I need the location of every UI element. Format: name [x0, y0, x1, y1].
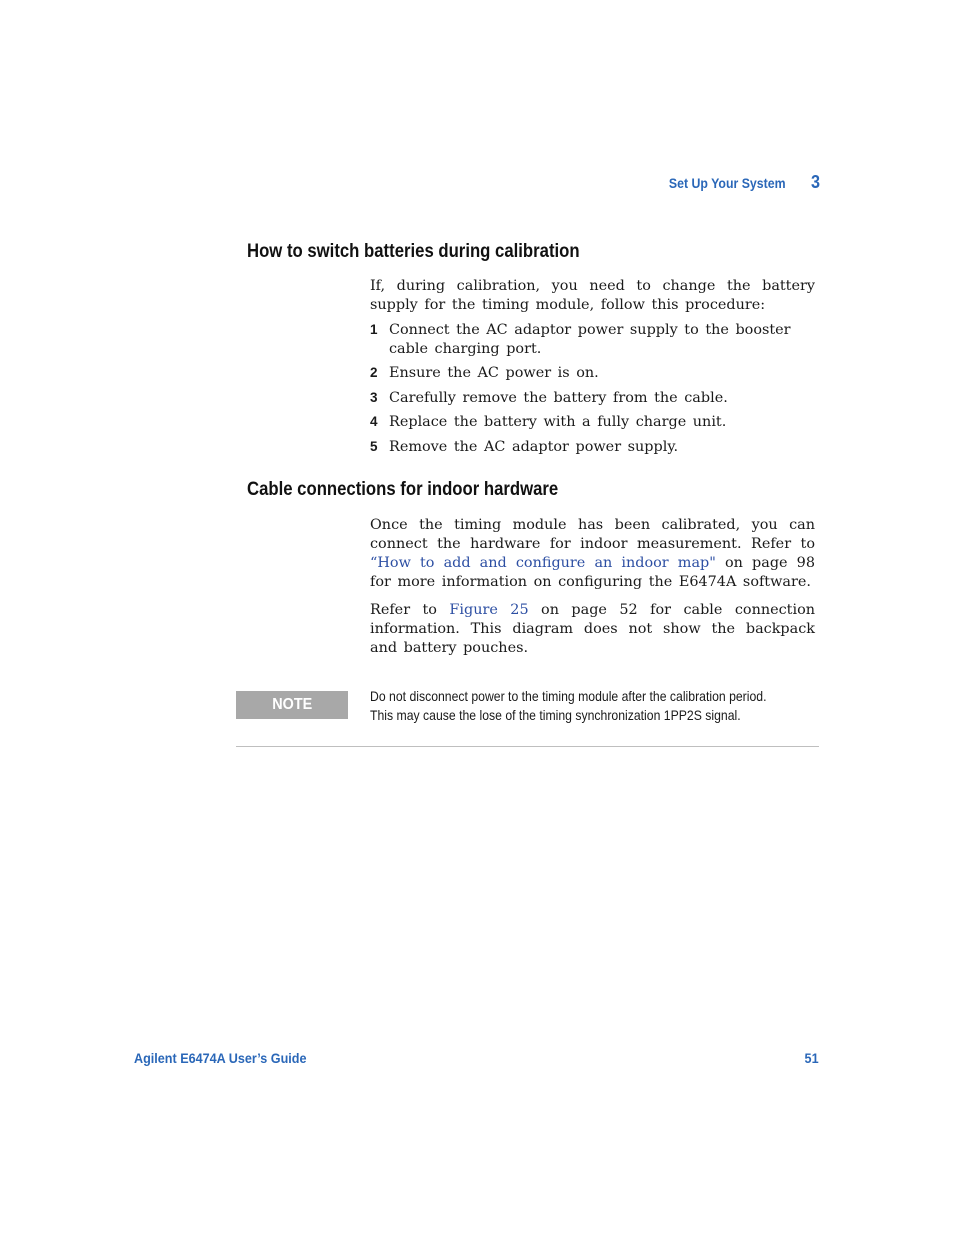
- heading-cable-connections: Cable connections for indoor hardware: [247, 479, 559, 500]
- step-text: Connect the AC adaptor power supply to the booster cable charging port.: [389, 322, 791, 357]
- cable-p1-before: Once the timing module has been calibrated, you can connect the hardware for indoor measurement. Refer to: [370, 517, 815, 552]
- step-number: 3: [370, 389, 378, 405]
- step-number: 1: [370, 322, 378, 337]
- footer-page-number: 51: [804, 1050, 819, 1066]
- list-item: [370, 364, 815, 383]
- list-item: [370, 438, 815, 457]
- cable-p1-after: on page 98 for more information on configuring the E6474A software.: [370, 555, 815, 590]
- step-text: Replace the battery with a fully charge unit.: [389, 414, 727, 430]
- list-item: [370, 389, 815, 408]
- step-text: Ensure the AC power is on.: [389, 365, 599, 381]
- footer-guide-title: Agilent E6474A User’s Guide: [134, 1050, 307, 1066]
- note-line-1: Do not disconnect power to the timing module after the calibration period.: [370, 689, 767, 704]
- cable-paragraph-1-text: [370, 516, 815, 592]
- note-label-text: NOTE: [271, 696, 312, 713]
- step-text: Remove the AC adaptor power supply.: [389, 438, 679, 455]
- cable-paragraph-2: [370, 601, 815, 658]
- step-number: 5: [370, 438, 378, 454]
- batteries-intro-text: If, during calibration, you need to change the battery supply for the timing module, follow this procedure:: [370, 278, 815, 313]
- cable-paragraph-2-text: [370, 601, 815, 658]
- note-text: [370, 687, 793, 725]
- page-footer: [134, 1050, 819, 1066]
- cable-paragraph-1: [370, 516, 815, 592]
- cable-p2-after: on page 52 for cable connection information. This diagram does not show the backpack and battery pouches.: [370, 602, 816, 656]
- list-item: [370, 321, 815, 358]
- step-number: 2: [370, 365, 378, 380]
- chapter-number: 3: [810, 172, 820, 192]
- link-figure-25[interactable]: Figure 25: [449, 602, 529, 618]
- running-header: [0, 172, 820, 194]
- batteries-intro: [370, 277, 815, 315]
- note-line-2: This may cause the lose of the timing synchronization 1PP2S signal.: [370, 708, 741, 723]
- link-indoor-map[interactable]: “How to add and configure an indoor map": [370, 555, 716, 571]
- running-header-title: Set Up Your System: [669, 175, 786, 191]
- step-text: Carefully remove the battery from the cable.: [389, 389, 728, 406]
- battery-steps-list: [370, 321, 815, 462]
- note-divider: [236, 746, 819, 747]
- heading-switch-batteries: How to switch batteries during calibration: [247, 241, 580, 262]
- list-item: [370, 413, 815, 432]
- note-label: [236, 691, 348, 719]
- step-number: 4: [370, 414, 378, 429]
- cable-p2-before: Refer to: [370, 602, 450, 618]
